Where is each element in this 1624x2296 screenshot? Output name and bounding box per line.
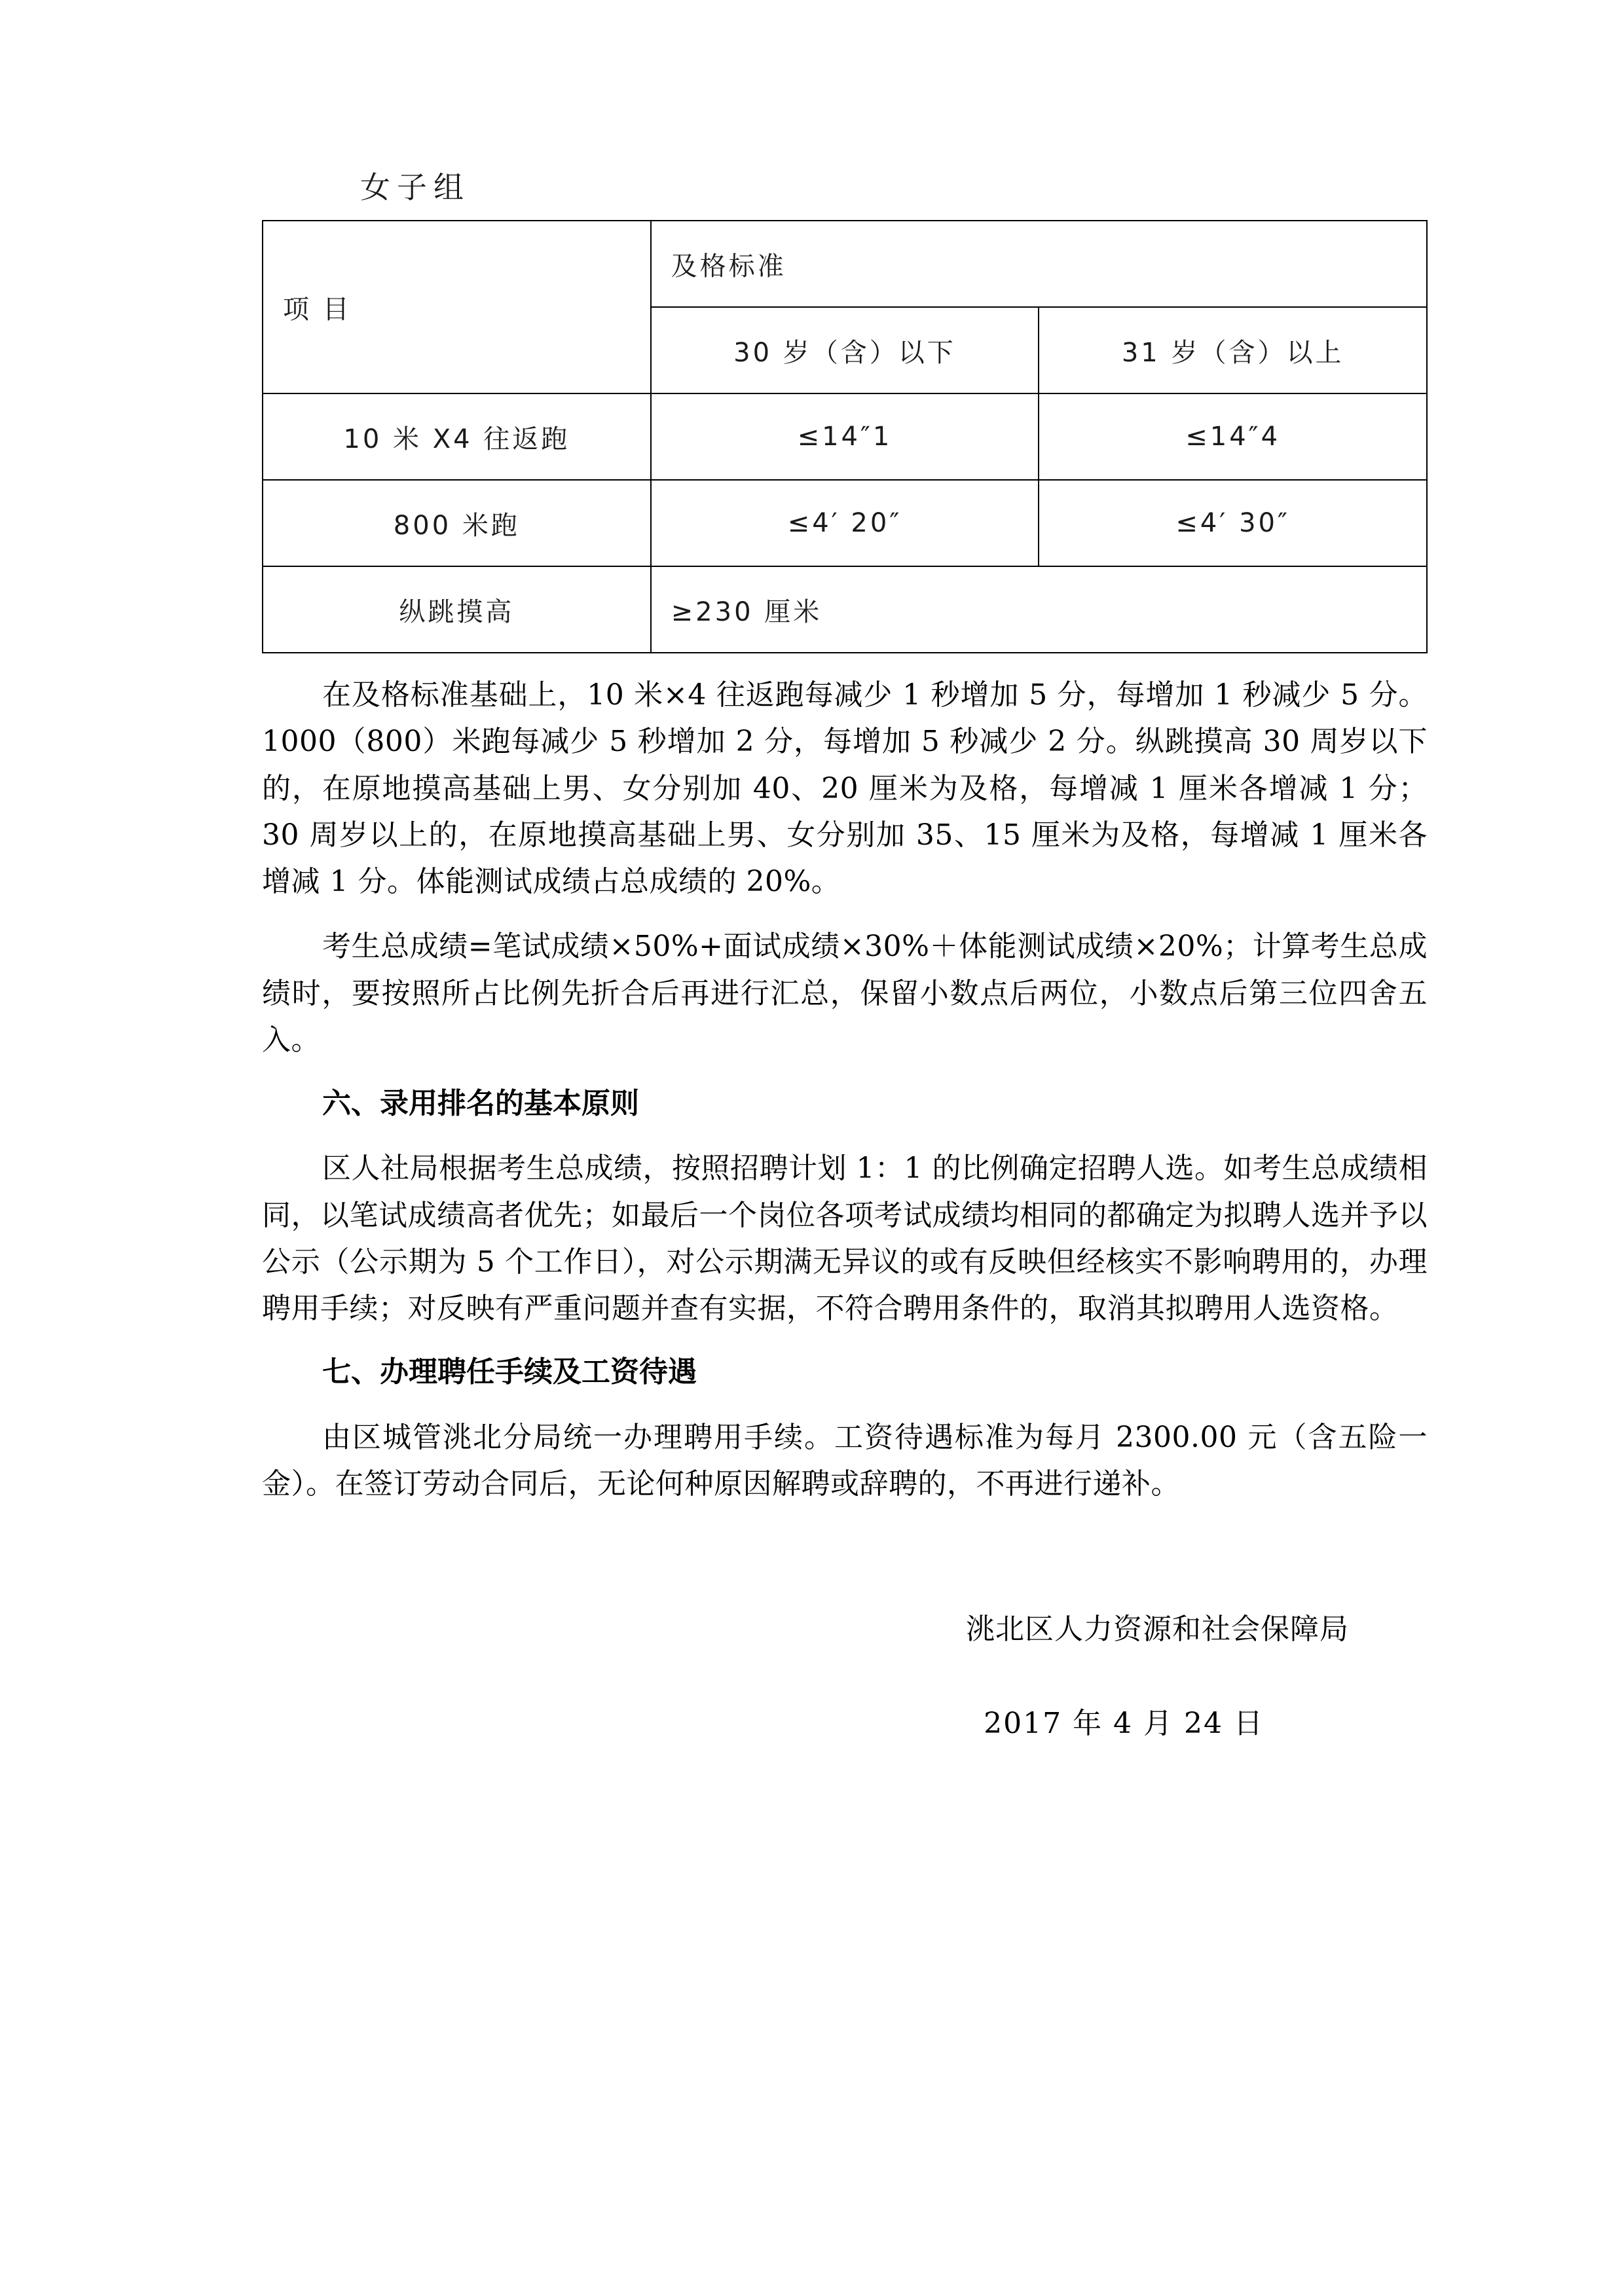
row-item-2: 纵跳摸高 xyxy=(263,566,651,653)
table-row xyxy=(263,480,1427,566)
header-age-under: 30 岁（含）以下 xyxy=(651,307,1039,393)
table-row xyxy=(263,221,1427,307)
fitness-standard-table xyxy=(262,220,1428,653)
table-row xyxy=(263,566,1427,653)
table-row xyxy=(263,393,1427,480)
row-over-1: ≤4′ 30″ xyxy=(1039,480,1427,566)
header-age-over: 31 岁（含）以上 xyxy=(1039,307,1427,393)
paragraph-total-score: 考生总成绩=笔试成绩×50%+面试成绩×30%＋体能测试成绩×20%；计算考生总成绩时，要按照所占比例先折合后再进行汇总，保留小数点后两位，小数点后第三位四舍五入。 xyxy=(262,930,1428,1057)
row-under-2: ≥230 厘米 xyxy=(651,566,1427,653)
row-over-0: ≤14″4 xyxy=(1039,393,1427,480)
header-standard: 及格标准 xyxy=(651,221,1427,307)
paragraph-section-seven: 由区城管洮北分局统一办理聘用手续。工资待遇标准为每月 2300.00 元（含五险一金）。在签订劳动合同后，无论何种原因解聘或辞聘的，不再进行递补。 xyxy=(262,1420,1428,1501)
signature-date: 2017 年 4 月 24 日 xyxy=(984,1707,1264,1741)
group-title: 女子组 xyxy=(360,170,470,205)
heading-section-seven: 七、办理聘任手续及工资待遇 xyxy=(322,1355,697,1389)
signature-organization: 洮北区人力资源和社会保障局 xyxy=(966,1613,1349,1647)
paragraph-fitness-scoring: 在及格标准基础上，10 米×4 往返跑每减少 1 秒增加 5 分，每增加 1 秒减少 5 分。1000（800）米跑每减少 5 秒增加 2 分，每增加 5 秒减少 2 分。纵跳摸高 30 周岁以下的，在原地摸高基础上男、女分别加 40、20 厘米为及格，每增减 1 厘米各增减 1 分；30 周岁以上的，在原地摸高基础上男、女分别加 35、15 厘米为及格，每增减 1 厘米各增减 1 分。体能测试成绩占总成绩的 20%。 xyxy=(262,678,1428,899)
row-item-0: 10 米 X4 往返跑 xyxy=(263,393,651,480)
paragraph-section-six: 区人社局根据考生总成绩，按照招聘计划 1：1 的比例确定招聘人选。如考生总成绩相同，以笔试成绩高者优先；如最后一个岗位各项考试成绩均相同的都确定为拟聘人选并予以公示（公示期为 5 个工作日），对公示期满无异议的或有反映但经核实不影响聘用的，办理聘用手续；对反映有严重问题并查有实据，不符合聘用条件的，取消其拟聘用人选资格。 xyxy=(262,1152,1428,1326)
heading-section-six: 六、录用排名的基本原则 xyxy=(322,1087,639,1121)
header-item: 项 目 xyxy=(263,221,651,393)
row-under-0: ≤14″1 xyxy=(651,393,1039,480)
row-under-1: ≤4′ 20″ xyxy=(651,480,1039,566)
row-item-1: 800 米跑 xyxy=(263,480,651,566)
